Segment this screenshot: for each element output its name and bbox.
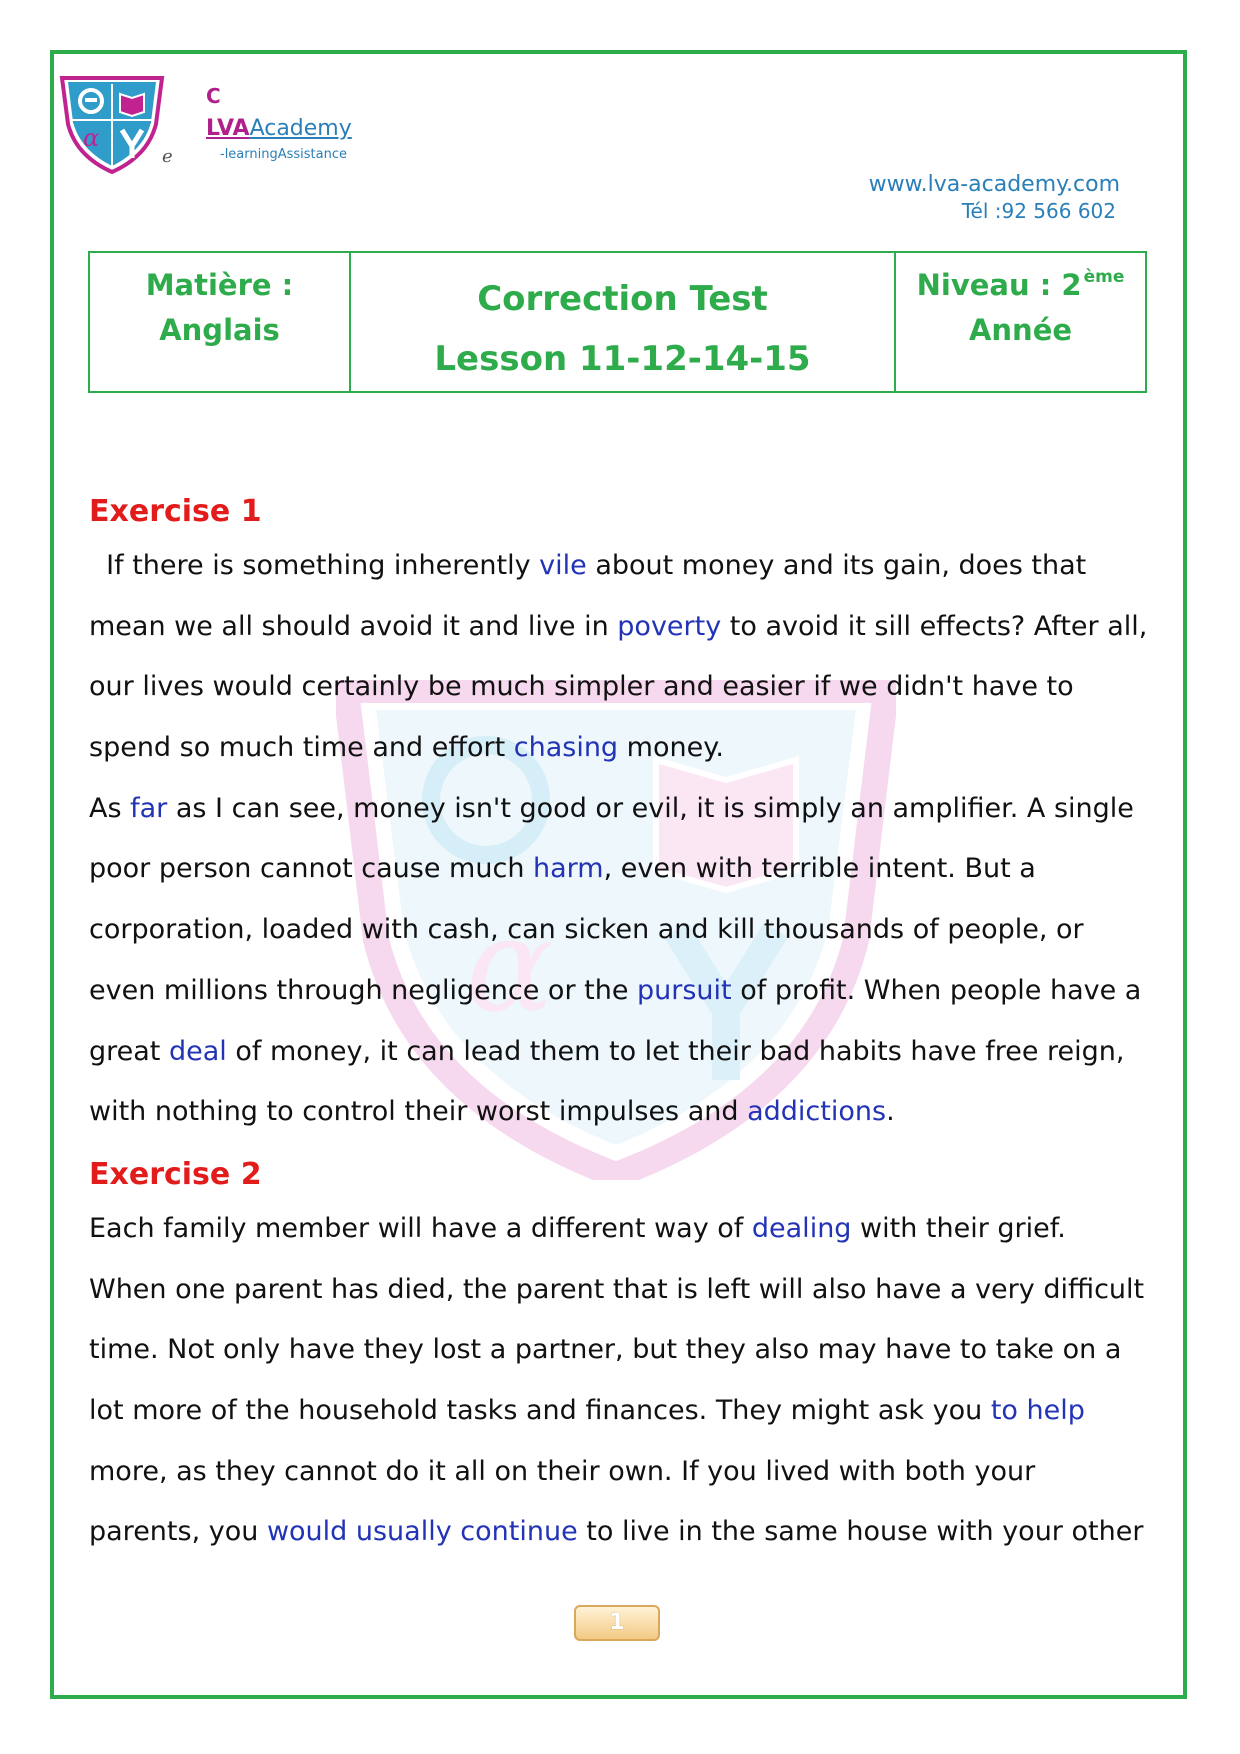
text-line xyxy=(89,1381,1149,1442)
text-segment: money. xyxy=(618,732,724,764)
level-label-text: Niveau : 2 xyxy=(916,268,1082,302)
answer-word: to help xyxy=(990,1394,1085,1426)
text-segment: lot more of the household tasks and finances. They might ask you xyxy=(89,1394,991,1426)
text-segment: to live in the same house with your other xyxy=(577,1516,1144,1548)
text-line xyxy=(89,1320,1149,1381)
text-line xyxy=(89,961,1149,1022)
answer-word: dealing xyxy=(751,1212,852,1244)
text-segment: time. Not only have they lost a partner, but they also may have to take on a xyxy=(89,1334,1122,1366)
text-segment: , even with terrible intent. But a xyxy=(603,853,1036,885)
exercise-1-heading: Exercise 1 xyxy=(89,494,262,529)
answer-word: chasing xyxy=(513,732,619,764)
text-line xyxy=(89,1502,1149,1563)
document-title: Correction Test xyxy=(477,279,768,319)
answer-word: far xyxy=(130,792,168,824)
header-table xyxy=(88,251,1147,393)
answer-word: vile xyxy=(539,550,587,581)
text-segment: about money and its gain, does that xyxy=(586,550,1087,581)
text-segment: spend so much time and effort xyxy=(89,732,514,764)
text-line xyxy=(89,779,1149,840)
text-segment: as I can see, money isn't good or evil, it is simply an amplifier. A single xyxy=(167,792,1134,824)
brand-name xyxy=(206,116,352,141)
page-number: 1 xyxy=(574,1605,660,1641)
text-segment: with their grief. xyxy=(851,1212,1066,1244)
text-segment: of profit. When people have a xyxy=(731,974,1142,1006)
text-line xyxy=(89,1260,1149,1321)
svg-text:α: α xyxy=(83,124,100,152)
brand-tagline: -learningAssistance xyxy=(220,147,347,162)
brand-c: C xyxy=(206,84,221,108)
level-label xyxy=(896,263,1145,308)
title-cell xyxy=(351,253,896,391)
text-line xyxy=(89,1442,1149,1503)
lva-academy-logo xyxy=(56,74,168,174)
text-segment: parents, you xyxy=(89,1516,267,1548)
text-line xyxy=(89,718,1149,779)
content xyxy=(89,488,1149,1563)
website-link[interactable]: www.lva-academy.com xyxy=(868,172,1120,197)
exercise-2-heading: Exercise 2 xyxy=(89,1156,262,1192)
text-segment: of money, it can lead them to let their bad habits have free reign, xyxy=(226,1035,1125,1067)
exercise-2-text xyxy=(89,1199,1149,1563)
answer-word: harm xyxy=(533,853,604,885)
text-segment: with nothing to control their worst impulses and xyxy=(89,1096,748,1128)
text-line xyxy=(89,536,1149,597)
text-segment: mean we all should avoid it and live in xyxy=(89,610,618,642)
answer-word: pursuit xyxy=(637,974,732,1006)
text-segment: corporation, loaded with cash, can sicken and kill thousands of people, or xyxy=(89,914,1084,946)
subject-label: Matière : xyxy=(145,268,294,302)
answer-word: deal xyxy=(168,1035,227,1067)
text-segment: our lives would certainly be much simpler and easier if we didn't have to xyxy=(89,671,1074,703)
text-segment: more, as they cannot do it all on their own. If you lived with both your xyxy=(89,1455,1036,1487)
brand-block xyxy=(206,84,352,162)
answer-word: addictions xyxy=(747,1096,887,1128)
text-line xyxy=(89,1082,1149,1143)
brand-e: e xyxy=(162,146,173,167)
brand-lva: LVA xyxy=(206,116,250,141)
phone-number: Tél :92 566 602 xyxy=(961,199,1116,223)
text-line xyxy=(89,597,1149,658)
text-segment: even millions through negligence or the xyxy=(89,974,638,1006)
subject-value: Anglais xyxy=(159,313,280,347)
text-segment: . xyxy=(886,1096,895,1128)
answer-word: poverty xyxy=(617,610,722,642)
brand-academy: Academy xyxy=(249,116,352,141)
answer-word: would usually continue xyxy=(266,1516,578,1548)
text-segment: As xyxy=(89,792,131,824)
contact-block xyxy=(869,172,1120,223)
text-segment: Each family member will have a different way of xyxy=(89,1212,752,1244)
text-line xyxy=(89,1199,1149,1260)
text-segment: to avoid it sill effects? After all, xyxy=(721,610,1148,642)
text-segment: When one parent has died, the parent that is left will also have a very difficult xyxy=(89,1273,1145,1305)
level-value: Année xyxy=(968,313,1073,347)
subject-cell xyxy=(90,253,351,391)
text-segment: If there is something inherently xyxy=(89,550,540,581)
exercise-1-text xyxy=(89,536,1149,1143)
svg-text:α: α xyxy=(466,889,554,1041)
lesson-numbers: Lesson 11-12-14-15 xyxy=(434,339,811,379)
text-line xyxy=(89,657,1149,718)
level-cell xyxy=(896,253,1145,391)
text-line xyxy=(89,900,1149,961)
text-line xyxy=(89,1022,1149,1083)
text-segment: poor person cannot cause much xyxy=(89,853,534,885)
text-line xyxy=(89,839,1149,900)
level-superscript: ème xyxy=(1083,267,1125,287)
text-segment: great xyxy=(89,1035,169,1067)
